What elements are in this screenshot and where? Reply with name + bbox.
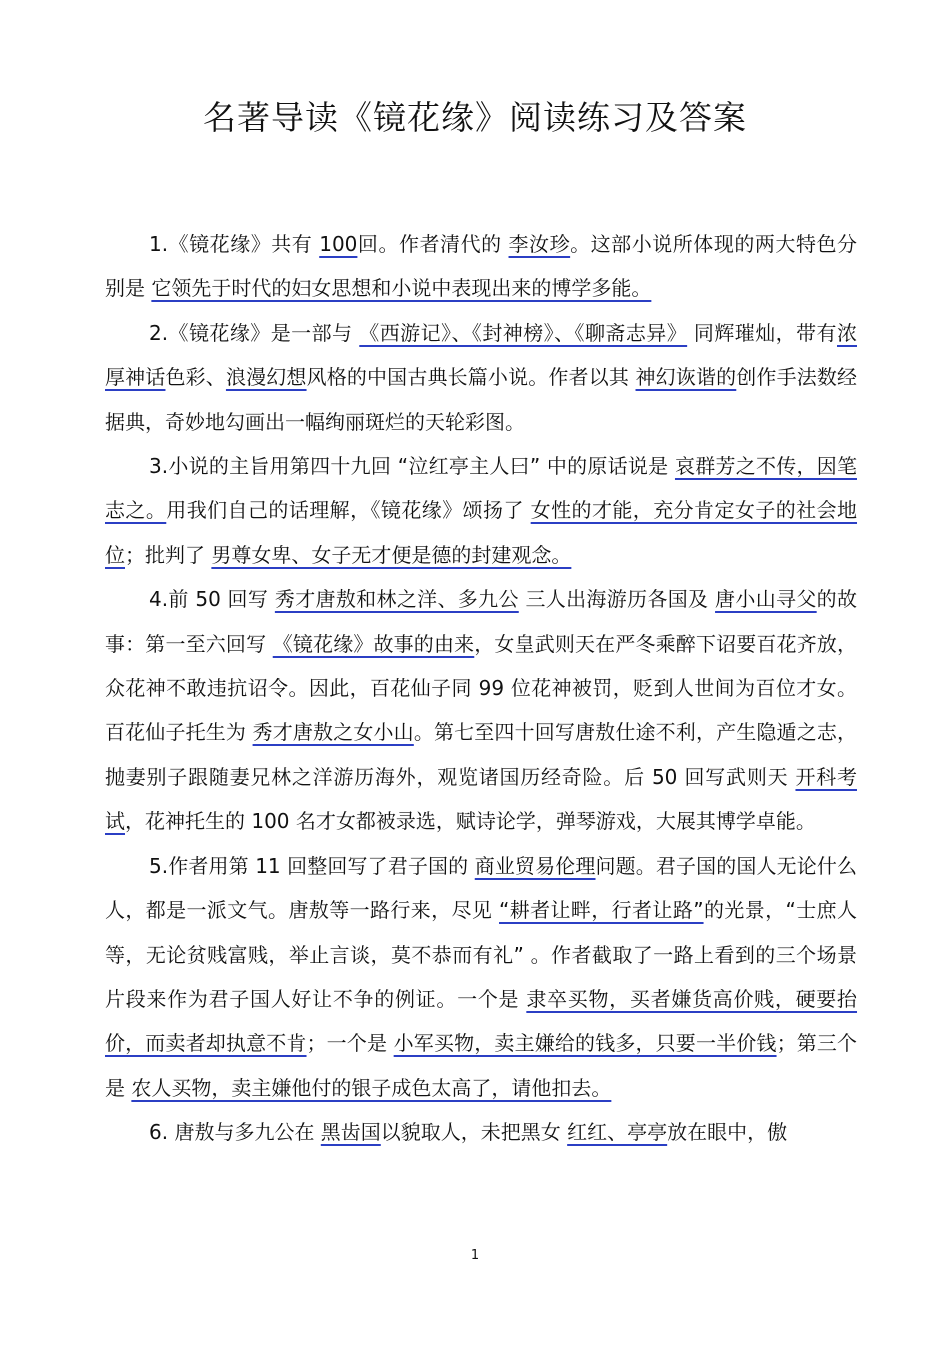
- question-text: ；第三个是: [105, 1031, 858, 1100]
- question-text: 4.前 50 回写: [149, 587, 275, 612]
- question-text: ，女皇武则天在严冬乘醉下诏要百花齐放，众花神不敢违抗诏令。因此，百花仙子同 99 位花神被罚，贬到人世间为百位才女。百花仙子托生为: [105, 631, 858, 745]
- answer-text: 红红、亭亭: [567, 1120, 668, 1145]
- answer-text: 浪漫幻想: [225, 365, 307, 390]
- question-text: 3.小说的主旨用第四十九回 “泣红亭主人曰” 中的原话说是: [149, 454, 675, 479]
- question-text: 用我们自己的话理解，《镜花缘》颂扬了: [166, 498, 531, 523]
- question-paragraph-5: [105, 844, 857, 1110]
- question-text: 5.作者用第 11 回整回写了君子国的: [149, 853, 475, 878]
- question-text: ；批判了: [125, 542, 212, 567]
- question-text: 的故事：第一至六回写: [105, 587, 857, 656]
- answer-text: 男尊女卑、女子无才便是德的封建观念。: [211, 542, 572, 567]
- question-text: ；一个是: [306, 1031, 394, 1056]
- question-text: 色彩、: [165, 365, 226, 390]
- question-text: 同辉璀灿，带有: [687, 320, 837, 345]
- question-paragraph-2: [105, 311, 857, 444]
- answer-text: 唐小山寻父: [715, 587, 817, 612]
- question-text: 的光景，“士庶人等，无论贫贱富贱，举止言谈，莫不恭而有礼” 。作者截取了一路上看到的三个场景片段来作为君子国人好让不争的例证。一个是: [105, 898, 857, 1011]
- question-text: 。第七至四十回写唐敖仕途不利，产生隐遁之志，抛妻别子跟随妻兄林之洋游历海外，观览诸国历经奇险。后 50 回写武则天: [105, 720, 858, 789]
- answer-text: “耕者让畔，行者让路”: [499, 898, 704, 923]
- question-text: 2.《镜花缘》是一部与: [149, 320, 360, 345]
- answer-text: 浓厚神话: [105, 320, 857, 390]
- document-title: 名著导读《镜花缘》阅读练习及答案: [203, 98, 747, 137]
- question-text: 6. 唐敖与多九公在: [149, 1120, 321, 1145]
- answer-text: 它领先于时代的妇女思想和小说中表现出来的博学多能。: [151, 276, 652, 301]
- question-text: 。这部小说所体现的两大特色分别是: [105, 232, 858, 301]
- answer-text: 商业贸易伦理: [474, 853, 596, 878]
- answer-text: 小军买物，卖主嫌给的钱多，只要一半价钱: [393, 1031, 777, 1056]
- answer-text: 女性的才能，充分肯定女子的社会地位: [105, 498, 858, 567]
- question-text: 放在眼中，傲: [667, 1120, 788, 1145]
- question-text: ，花神托生的 100 名才女都被录选，赋诗论学，弹琴游戏，大展其博学卓能。: [125, 809, 816, 834]
- answer-text: 《西游记》、《封神榜》、《聊斋志异》: [359, 320, 688, 345]
- answer-text: 神幻诙谐的: [635, 365, 737, 390]
- answer-text: 哀群芳之不传，因笔志之。: [105, 454, 857, 523]
- question-text: 创作手法数经据典，奇妙地勾画出一幅绚丽斑烂的天轮彩图。: [105, 365, 858, 434]
- question-text: 三人出海游历各国及: [518, 587, 716, 612]
- answer-text: 农人买物，卖主嫌他付的银子成色太高了，请他扣去。: [131, 1075, 612, 1100]
- document-body: [105, 222, 857, 1155]
- question-text: 问题。君子国的国人无论什么人，都是一派文气。唐敖等一路行来，尽见: [105, 853, 858, 923]
- question-text: 风格的中国古典长篇小说。作者以其: [306, 365, 636, 390]
- question-text: 以貌取人，未把黑女: [380, 1120, 568, 1145]
- question-paragraph-4: [105, 577, 857, 843]
- answer-text: 隶卒买物，买者嫌货高价贱，硬要抬价，而卖者却执意不肯: [105, 986, 858, 1056]
- question-paragraph-3: [105, 444, 857, 577]
- question-paragraph-1: [105, 222, 857, 311]
- answer-text: 秀才唐敖之女小山: [252, 720, 414, 745]
- answer-text: 《镜花缘》故事的由来: [272, 631, 475, 656]
- answer-text: 开科考试: [105, 764, 857, 834]
- answer-text: 100: [319, 232, 358, 256]
- question-text: 1.《镜花缘》共有: [149, 232, 320, 256]
- answer-text: 黑齿国: [320, 1120, 381, 1145]
- question-text: 回。作者清代的: [357, 232, 509, 256]
- answer-text: 李汝珍: [508, 232, 571, 256]
- question-paragraph-6: [105, 1110, 857, 1154]
- answer-text: 秀才唐敖和林之洋、多九公: [274, 587, 519, 612]
- page-number: 1: [470, 1248, 480, 1263]
